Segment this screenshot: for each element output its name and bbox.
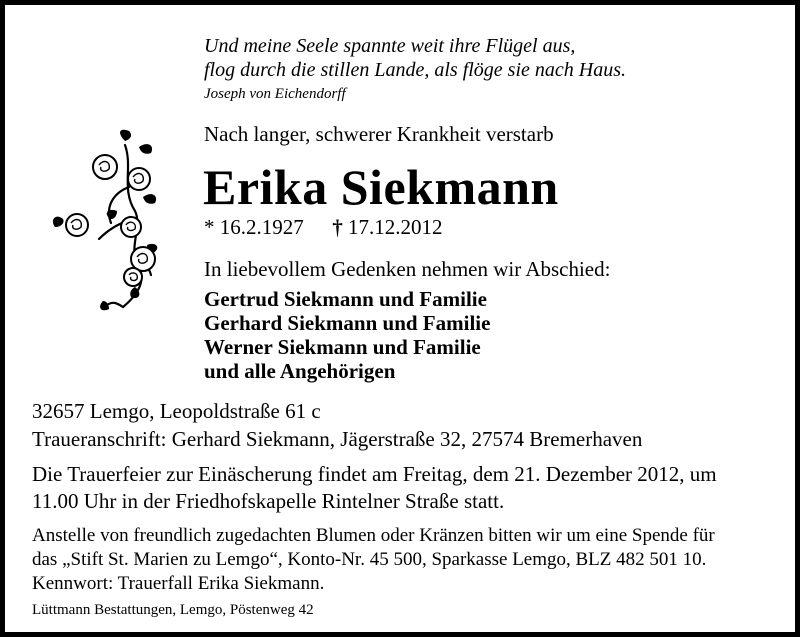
death-symbol: †	[332, 215, 343, 239]
death-date: 17.12.2012	[348, 215, 443, 239]
donation-line-1: Anstelle von freundlich zugedachten Blumen oder Kränzen bitten wir um eine Spende für	[32, 525, 715, 546]
mourning-address: Traueranschrift: Gerhard Siekmann, Jägerstraße 32, 27574 Bremerhaven	[32, 427, 643, 451]
donation-line-2: das „Stift St. Marien zu Lemgo“, Konto-Nr. 45 500, Sparkasse Lemgo, BLZ 482 501 10.	[32, 549, 707, 570]
mourner-line: Werner Siekmann und Familie	[204, 335, 481, 359]
donation-line-3: Kennwort: Trauerfall Erika Siekmann.	[32, 573, 325, 594]
rose-branch-icon	[47, 127, 167, 317]
quote-line-2: flog durch die stillen Lande, als flöge sie nach Haus.	[204, 59, 627, 81]
born-symbol: *	[204, 215, 215, 239]
intro-text: Nach langer, schwerer Krankheit verstarb	[204, 122, 554, 146]
home-address: 32657 Lemgo, Leopoldstraße 61 c	[32, 399, 321, 423]
birth-date: 16.2.1927	[219, 215, 304, 239]
ceremony-line-2: 11.00 Uhr in der Friedhofskapelle Rintelner Straße statt.	[32, 489, 505, 513]
footer-undertaker: Lüttmann Bestattungen, Lemgo, Pöstenweg 42	[32, 602, 314, 618]
quote-author: Joseph von Eichendorff	[204, 86, 346, 102]
deceased-name: Erika Siekmann	[203, 159, 559, 215]
quote-line-1: Und meine Seele spannte weit ihre Flügel aus,	[204, 35, 576, 57]
mourner-line: und alle Angehörigen	[204, 359, 396, 383]
ceremony-line-1: Die Trauerfeier zur Einäscherung findet am Freitag, dem 21. Dezember 2012, um	[32, 462, 717, 486]
mourner-line: Gertrud Siekmann und Familie	[204, 287, 487, 311]
mourner-line: Gerhard Siekmann und Familie	[204, 311, 491, 335]
life-dates	[204, 217, 443, 238]
mourners-intro: In liebevollem Gedenken nehmen wir Abschied:	[204, 257, 611, 281]
